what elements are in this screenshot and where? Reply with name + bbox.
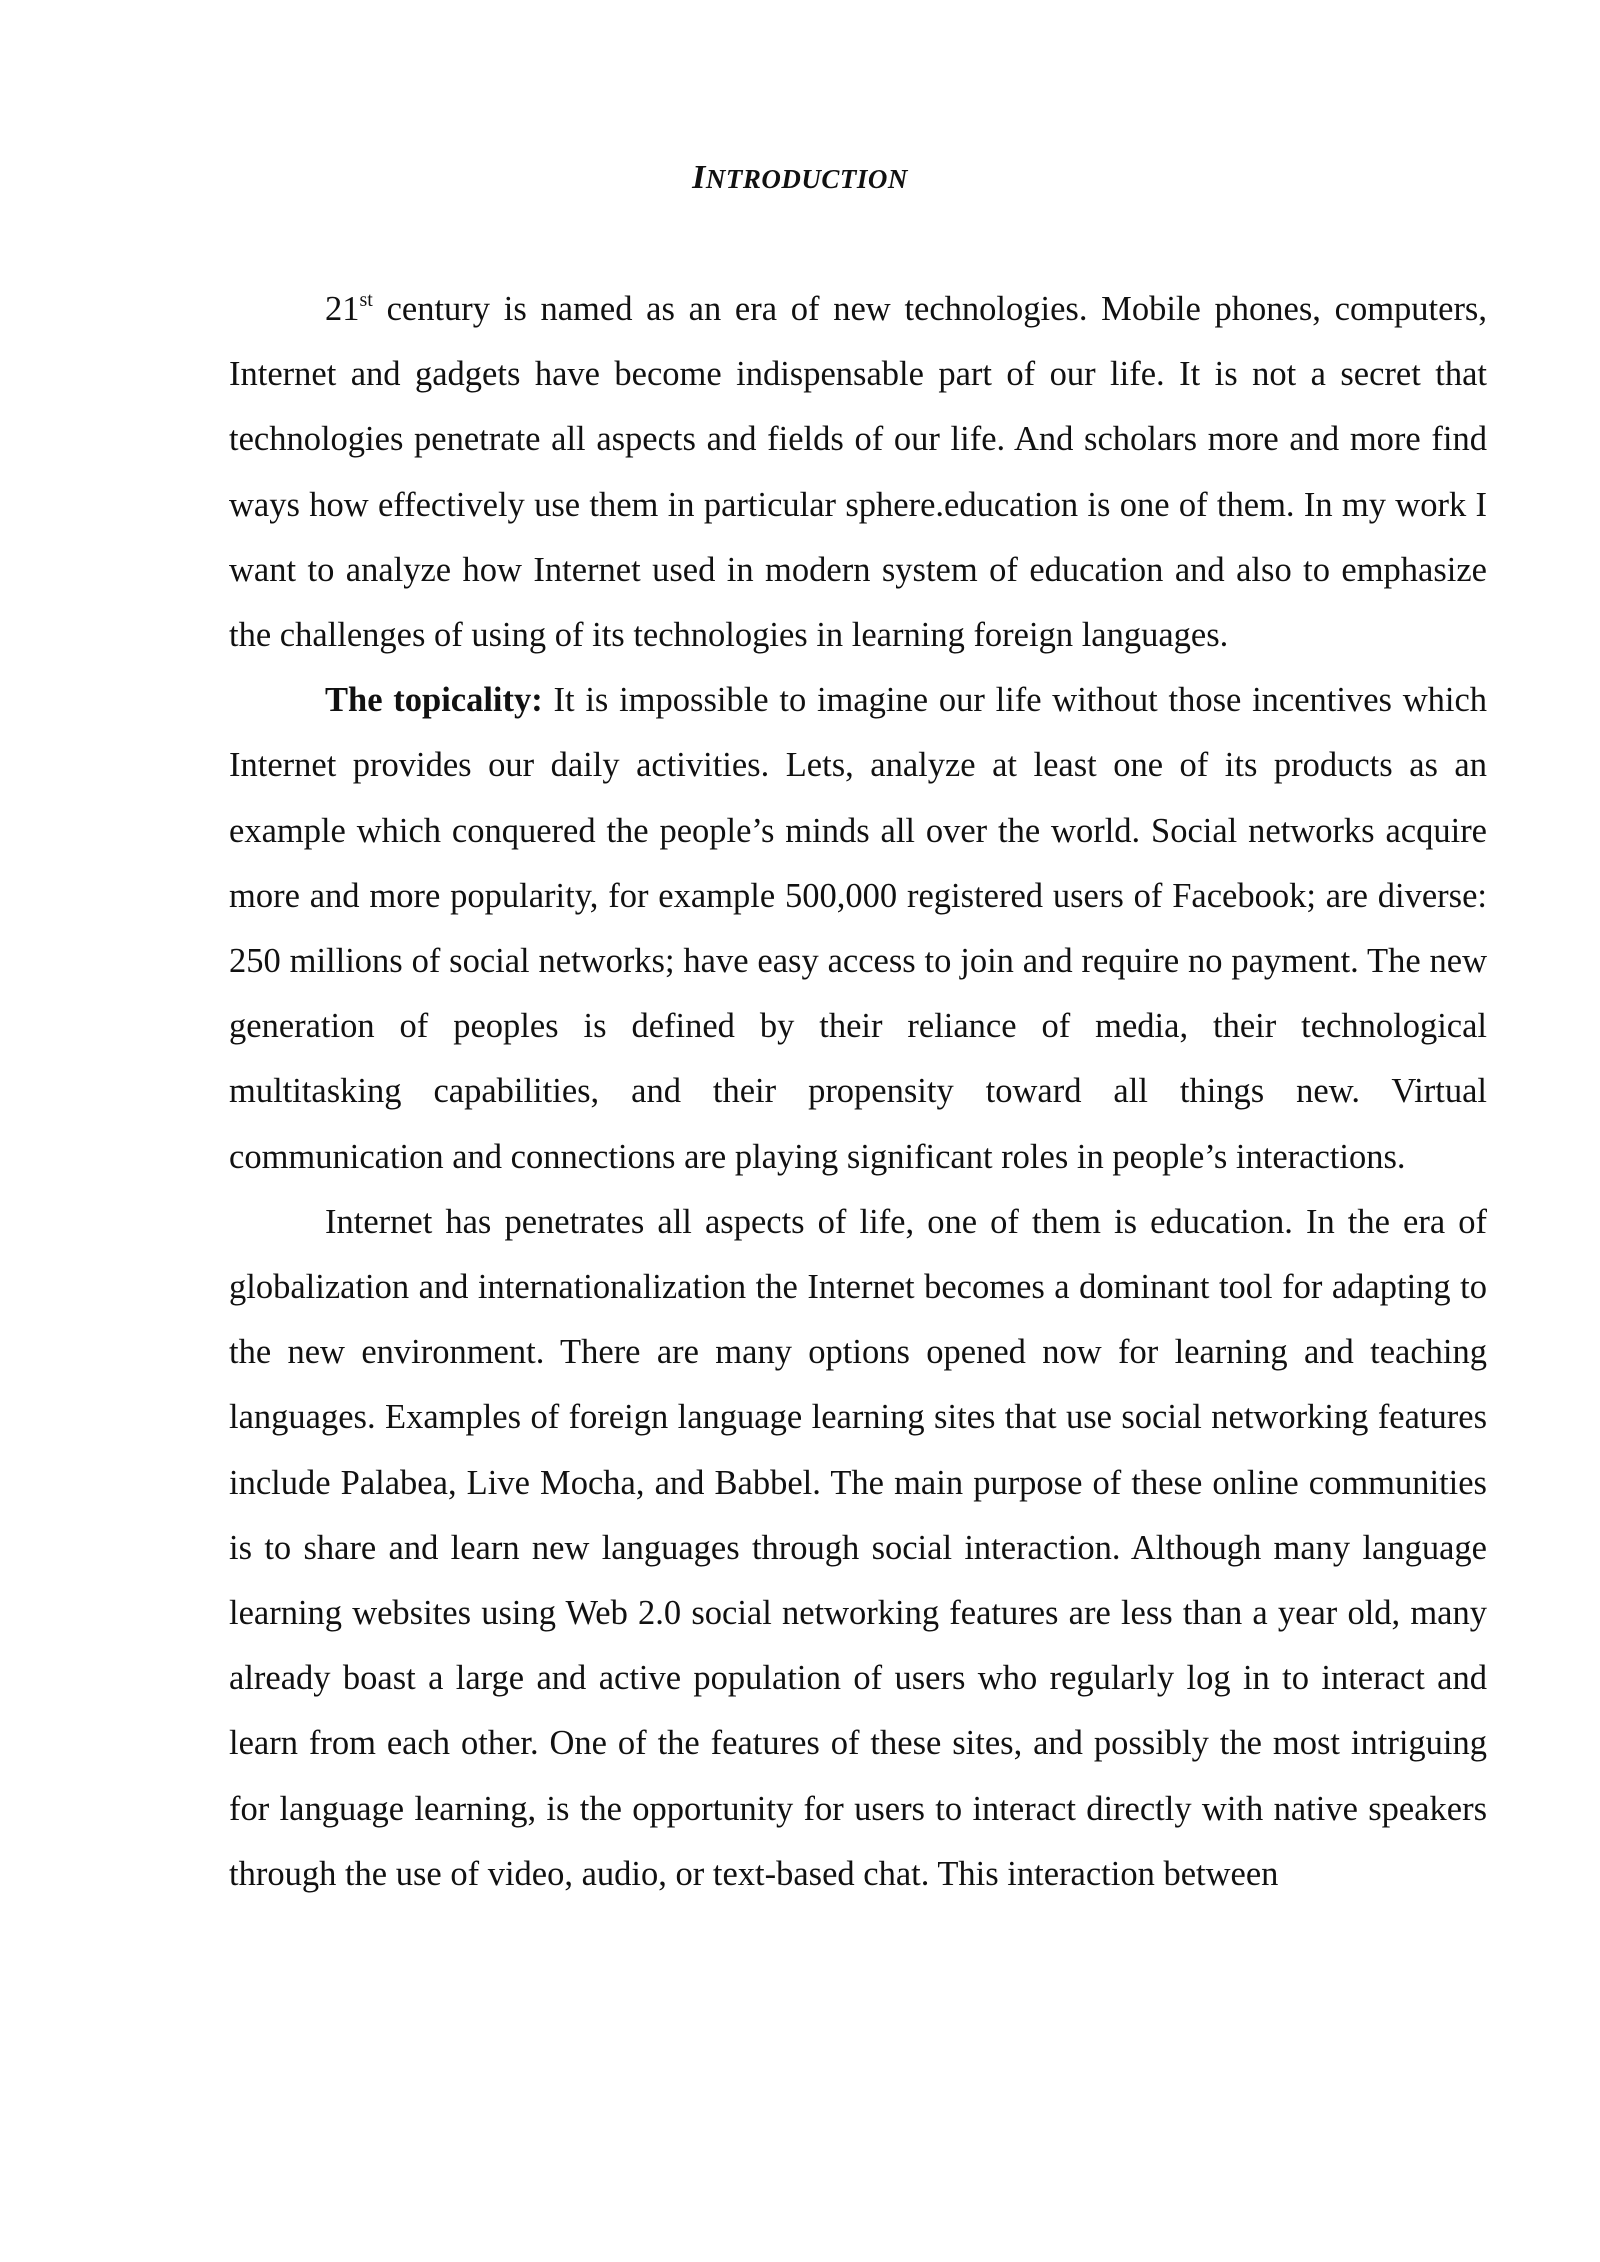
ordinal-suffix: st <box>359 289 373 311</box>
title-rest: NTRODUCTION <box>705 164 908 194</box>
paragraph-intro <box>229 277 1487 668</box>
century-number: 21 <box>325 290 360 328</box>
paragraph-topicality <box>229 668 1487 1190</box>
topicality-label: The topicality: <box>325 681 543 720</box>
paragraph-intro-text: century is named as an era of new technologies. Mobile phones, computers, Internet and gadgets have become indispensable part of our life. It is not a secret that technologies penetrate all aspects and fields of our life. And scholars more and more find ways how effectively use them in particular sphere.education is one of them. In my work I want to analyze how Internet used in modern system of education and also to emphasize the challenges of using of its technologies in learning foreign languages. <box>229 290 1487 655</box>
title-initial: I <box>692 159 706 196</box>
body-text <box>229 277 1487 1907</box>
paragraph-education-text: Internet has penetrates all aspects of life, one of them is education. In the era of globalization and internationalization the Internet becomes a dominant tool for adapting to the new environment. There are many options opened now for learning and teaching languages. Examples of foreign language learning sites that use social networking features include Palabea, Live Mocha, and Babbel. The main purpose of these online communities is to share and learn new languages through social interaction. Although many language learning websites using Web 2.0 social networking features are less than a year old, many already boast a large and active population of users who regularly log in to interact and learn from each other. One of the features of these sites, and possibly the most intriguing for language learning, is the opportunity for users to interact directly with native speakers through the use of video, audio, or text-based chat. This interaction between <box>229 1202 1487 1893</box>
paragraph-education <box>229 1190 1487 1907</box>
page-title <box>0 158 1600 199</box>
paragraph-topicality-text: It is impossible to imagine our life without those incentives which Internet provides our daily activities. Lets, analyze at least one of its products as an example which conquered the people’s minds all over the world. Social networks acquire more and more popularity, for example 500,000 registered users of Facebook; are diverse: 250 millions of social networks; have easy access to join and require no payment. The new generation of peoples is defined by their reliance of media, their technological multitasking capabilities, and their propensity toward all things new. Virtual communication and connections are playing significant roles in people’s interactions. <box>229 681 1488 1176</box>
